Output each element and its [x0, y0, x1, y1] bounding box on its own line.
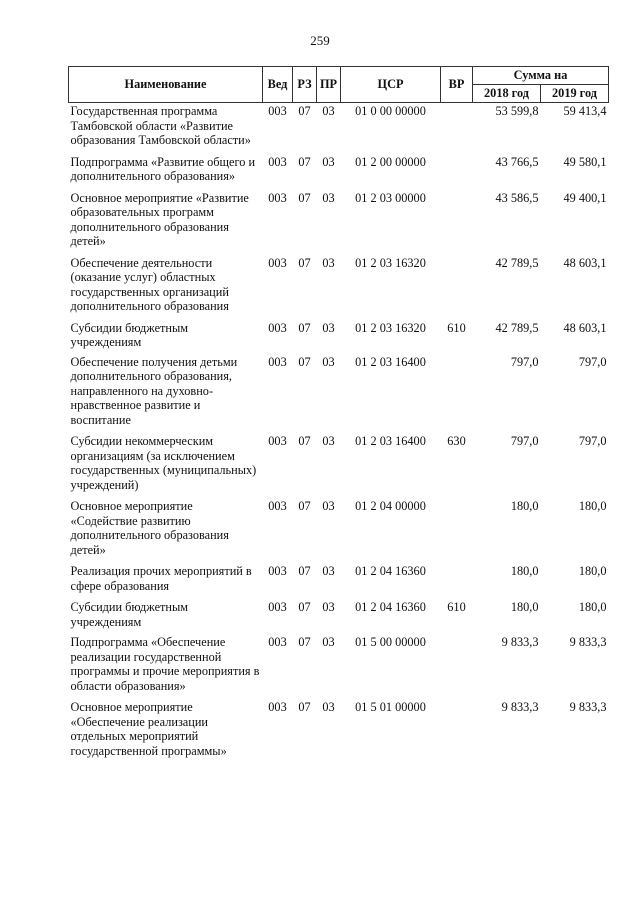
- row-vr: [441, 103, 473, 154]
- row-rz: 07: [298, 499, 311, 513]
- row-pr: 03: [322, 320, 335, 335]
- table-row: [69, 255, 609, 320]
- row-csr: 01 2 04 16360: [355, 600, 426, 614]
- row-rz: 07: [298, 255, 311, 270]
- row-pr: 03: [322, 635, 335, 649]
- row-vr: [441, 498, 473, 563]
- row-amount-2019: 48 603,1: [563, 320, 607, 335]
- row-vr: [441, 563, 473, 599]
- row-name: Реализация прочих мероприятий в сфере образования: [70, 564, 252, 593]
- row-amount-2018: 43 586,5: [495, 190, 539, 205]
- table-row: [69, 563, 609, 599]
- table-body: [69, 103, 609, 759]
- row-amount-2019: 180,0: [578, 499, 607, 513]
- row-amount-2019: 797,0: [578, 434, 607, 448]
- row-ved: 003: [268, 434, 287, 448]
- table-row: [69, 634, 609, 699]
- row-ved: 003: [268, 700, 287, 714]
- row-amount-2019: 49 400,1: [563, 190, 607, 205]
- row-csr: 01 2 03 16320: [355, 255, 426, 270]
- row-amount-2019: 49 580,1: [563, 154, 607, 169]
- row-amount-2018: 43 766,5: [495, 154, 539, 169]
- row-rz: 07: [298, 354, 311, 369]
- table-row: [69, 433, 609, 498]
- row-amount-2018: 42 789,5: [495, 255, 539, 270]
- row-amount-2018: 9 833,3: [501, 700, 539, 714]
- row-ved: 003: [268, 600, 287, 614]
- row-amount-2018: 9 833,3: [501, 635, 539, 649]
- row-name: Обеспечение получения детьми дополнительного образования, направленного на духовно-нравственное развитие и воспитание: [70, 354, 238, 427]
- row-amount-2019: 180,0: [578, 564, 607, 578]
- row-rz: 07: [298, 700, 311, 714]
- table-row: [69, 354, 609, 434]
- row-ved: 003: [268, 564, 287, 578]
- row-rz: 07: [298, 104, 311, 118]
- row-pr: 03: [322, 600, 335, 614]
- row-pr: 03: [322, 154, 335, 169]
- row-rz: 07: [298, 600, 311, 614]
- row-rz: 07: [298, 564, 311, 578]
- row-name: Подпрограмма «Обеспечение реализации государственной программы и прочие мероприятия в области образования»: [70, 635, 260, 693]
- row-vr: 610: [447, 600, 466, 614]
- row-vr: 630: [447, 434, 466, 448]
- row-pr: 03: [322, 564, 335, 578]
- row-csr: 01 5 00 00000: [355, 635, 426, 649]
- row-rz: 07: [298, 154, 311, 169]
- row-amount-2018: 53 599,8: [495, 104, 539, 118]
- header-vr: ВР: [441, 67, 473, 103]
- row-rz: 07: [298, 190, 311, 205]
- page-number: 259: [310, 33, 330, 48]
- row-csr: 01 2 04 00000: [355, 499, 426, 513]
- budget-table: [68, 66, 609, 758]
- row-name: Обеспечение деятельности (оказание услуг) областных государственных организаций дополнительного образования: [70, 255, 229, 313]
- row-amount-2018: 42 789,5: [495, 320, 539, 335]
- row-name: Основное мероприятие «Содействие развитию дополнительного образования детей»: [70, 499, 229, 557]
- row-csr: 01 5 01 00000: [355, 700, 426, 714]
- row-rz: 07: [298, 320, 311, 335]
- row-ved: 003: [268, 104, 287, 118]
- row-ved: 003: [268, 190, 287, 205]
- row-csr: 01 2 03 16400: [355, 434, 426, 448]
- row-amount-2018: 797,0: [510, 434, 539, 448]
- row-pr: 03: [322, 434, 335, 448]
- row-pr: 03: [322, 700, 335, 714]
- row-amount-2018: 797,0: [510, 354, 539, 369]
- row-csr: 01 2 03 00000: [355, 190, 426, 205]
- row-ved: 003: [268, 635, 287, 649]
- row-amount-2019: 59 413,4: [563, 104, 607, 118]
- row-amount-2019: 9 833,3: [569, 635, 607, 649]
- row-name: Субсидии некоммерческим организациям (за исключением государственных (муниципальных) учреждений): [70, 434, 257, 492]
- row-csr: 01 2 03 16400: [355, 354, 426, 369]
- header-name: Наименование: [69, 67, 263, 103]
- row-rz: 07: [298, 434, 311, 448]
- row-ved: 003: [268, 320, 287, 335]
- header-pr: ПР: [317, 67, 341, 103]
- row-pr: 03: [322, 190, 335, 205]
- header-sum: Сумма на: [473, 67, 609, 85]
- row-vr: [441, 255, 473, 320]
- row-vr: [441, 154, 473, 190]
- row-amount-2018: 180,0: [510, 600, 539, 614]
- row-csr: 01 2 04 16360: [355, 564, 426, 578]
- table-row: [69, 699, 609, 758]
- row-vr: [441, 699, 473, 758]
- header-2018: 2018 год: [473, 85, 541, 103]
- row-vr: 610: [447, 320, 466, 335]
- row-vr: [441, 634, 473, 699]
- header-rz: РЗ: [293, 67, 317, 103]
- header-ved: Вед: [263, 67, 293, 103]
- row-pr: 03: [322, 354, 335, 369]
- row-ved: 003: [268, 354, 287, 369]
- table-row: [69, 103, 609, 154]
- row-amount-2018: 180,0: [510, 499, 539, 513]
- row-amount-2018: 180,0: [510, 564, 539, 578]
- row-amount-2019: 9 833,3: [569, 700, 607, 714]
- row-name: Государственная программа Тамбовской области «Развитие образования Тамбовской области»: [70, 104, 251, 147]
- row-vr: [441, 190, 473, 255]
- row-amount-2019: 180,0: [578, 600, 607, 614]
- row-pr: 03: [322, 104, 335, 118]
- row-amount-2019: 48 603,1: [563, 255, 607, 270]
- row-vr: [441, 354, 473, 434]
- row-csr: 01 2 00 00000: [355, 154, 426, 169]
- header-2019: 2019 год: [541, 85, 609, 103]
- row-amount-2019: 797,0: [578, 354, 607, 369]
- row-ved: 003: [268, 499, 287, 513]
- row-name: Основное мероприятие «Обеспечение реализации отдельных мероприятий государственной программы»: [70, 700, 227, 758]
- row-pr: 03: [322, 255, 335, 270]
- row-name: Основное мероприятие «Развитие образовательных программ дополнительного образования детей»: [70, 190, 249, 248]
- row-pr: 03: [322, 499, 335, 513]
- row-ved: 003: [268, 255, 287, 270]
- table-row: [69, 498, 609, 563]
- row-name: Субсидии бюджетным учреждениям: [70, 600, 189, 629]
- row-ved: 003: [268, 154, 287, 169]
- table-row: [69, 320, 609, 354]
- header-csr: ЦСР: [341, 67, 441, 103]
- row-name: Подпрограмма «Развитие общего и дополнительного образования»: [70, 154, 256, 183]
- table-row: [69, 190, 609, 255]
- table-row: [69, 599, 609, 634]
- row-rz: 07: [298, 635, 311, 649]
- table-row: [69, 154, 609, 190]
- row-csr: 01 0 00 00000: [355, 104, 426, 118]
- table-header: [69, 67, 609, 103]
- row-csr: 01 2 03 16320: [355, 320, 426, 335]
- row-name: Субсидии бюджетным учреждениям: [70, 320, 189, 349]
